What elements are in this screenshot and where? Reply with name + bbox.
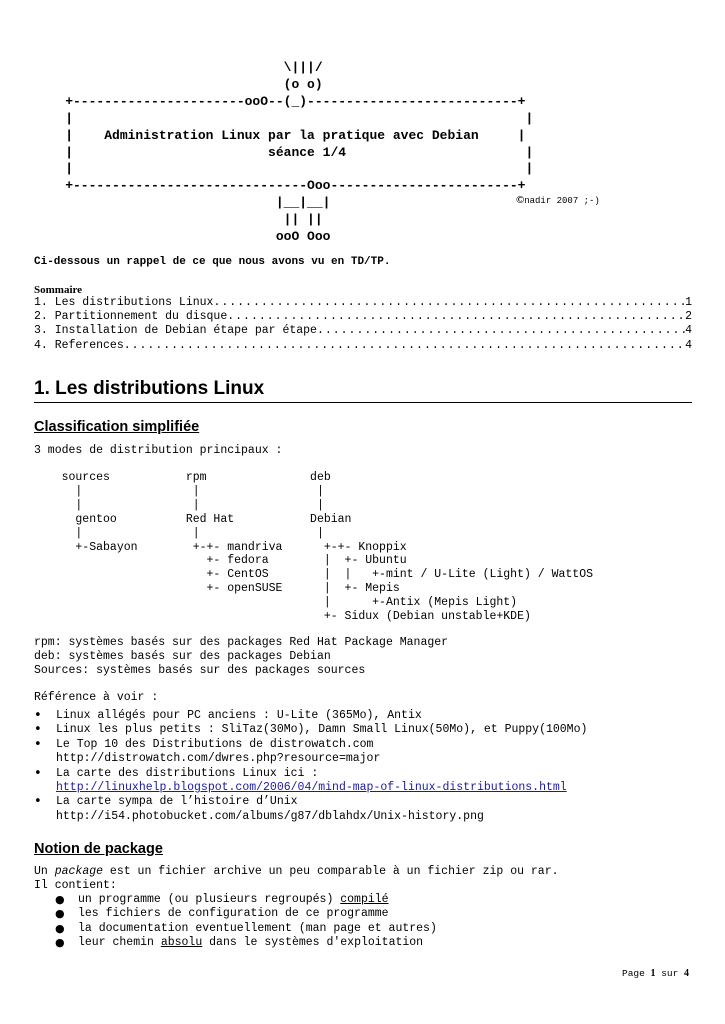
list-item: • La carte sympa de l’histoire d’Unix http://i54.photobucket.com/albums/g87/dblahdx/Unix-history.png	[34, 795, 587, 824]
copyright-text: nadir 2007 ;-)	[524, 196, 600, 206]
list-item: • Le Top 10 des Distributions de distrowatch.com http://distrowatch.com/dwres.php?resource=major	[34, 738, 587, 767]
copyright-note	[516, 194, 600, 206]
toc-entry-page: 4	[685, 338, 692, 352]
copyright-symbol: ©	[516, 194, 525, 206]
toc-entry-label: 3. Installation de Debian étape par étape	[34, 324, 317, 338]
list-item: ● un programme (ou plusieurs regroupés) compilé	[55, 893, 437, 907]
subsection-heading-classification: Classification simplifiée	[34, 419, 200, 435]
toc-entry-2[interactable]	[34, 310, 692, 324]
toc-entry-label: 4. References	[34, 338, 124, 352]
page-footer: Page 1 sur 4	[622, 968, 690, 979]
list-item: ● les fichiers de configuration de ce programme	[55, 907, 437, 921]
package-intro: Un package est un fichier archive un peu comparable à un fichier zip ou rar.	[34, 865, 559, 878]
distribution-tree: sources rpm deb | | | | | | gentoo Red Hat Debian | | | +-Sabayon +-+- mandriva +-+- Knoppix +- fedora | +- Ubuntu +- CentOS | | +-mint / U-Lite (Light) / WattOS +- openSUSE | +- Mepis | +-Antix (Mepis Light) +- Sidux (Debian unstable+KDE)	[61, 471, 593, 624]
toc-entry-label: 1. Les distributions Linux	[34, 296, 214, 309]
package-contains: Il contient:	[34, 879, 117, 892]
intro-text: Ci-dessous un rappel de ce que nous avons vu en TD/TP.	[34, 256, 391, 268]
ascii-title-banner: \|||/ (o o) +----------------------ooO--(_)---------------------------+ | | | Administration Linux par la pratique avec Debian | | séance 1/4 | | | +------------------------------Ooo------------------------+ |__|__| || || ooO Ooo	[65, 60, 534, 245]
list-item: • La carte des distributions Linux ici : http://linuxhelp.blogspot.com/2006/04/mind-map-of-linux-distributions.html	[34, 767, 587, 796]
subsection-heading-package: Notion de package	[34, 841, 163, 857]
toc-entry-page: 4	[685, 324, 692, 338]
modes-text: 3 modes de distribution principaux :	[34, 444, 283, 457]
toc-entry-1[interactable]	[34, 296, 692, 310]
toc-entry-label: 2. Partitionnement du disque	[34, 310, 228, 324]
section-heading: 1. Les distributions Linux	[34, 378, 692, 403]
toc-entry-page: 2	[685, 310, 692, 324]
toc-title: Sommaire	[34, 284, 83, 296]
list-item: • Linux allégés pour PC anciens : U-Lite (365Mo), Antix	[34, 709, 587, 723]
toc-entry-3[interactable]	[34, 324, 692, 338]
package-legend: rpm: systèmes basés sur des packages Red Hat Package Manager deb: systèmes basés sur des packages Debian Sources: systèmes basés sur des packages sources	[34, 636, 449, 677]
linuxhelp-link[interactable]: http://linuxhelp.blogspot.com/2006/04/mind-map-of-linux-distributions.html	[56, 781, 567, 795]
package-contents-list	[55, 893, 437, 951]
list-item: ● leur chemin absolu dans le systèmes d'exploitation	[55, 936, 437, 950]
distrowatch-url: http://distrowatch.com/dwres.php?resource=major	[56, 752, 381, 766]
table-of-contents	[34, 296, 692, 353]
toc-entry-4[interactable]	[34, 339, 692, 353]
reference-title: Référence à voir :	[34, 691, 159, 704]
list-item: • Linux les plus petits : SliTaz(30Mo), Damn Small Linux(50Mo), et Puppy(100Mo)	[34, 723, 587, 737]
unix-history-url: http://i54.photobucket.com/albums/g87/dblahdx/Unix-history.png	[56, 809, 484, 823]
toc-entry-page: 1	[685, 296, 692, 309]
reference-list	[34, 709, 587, 824]
list-item: ● la documentation eventuellement (man page et autres)	[55, 922, 437, 936]
